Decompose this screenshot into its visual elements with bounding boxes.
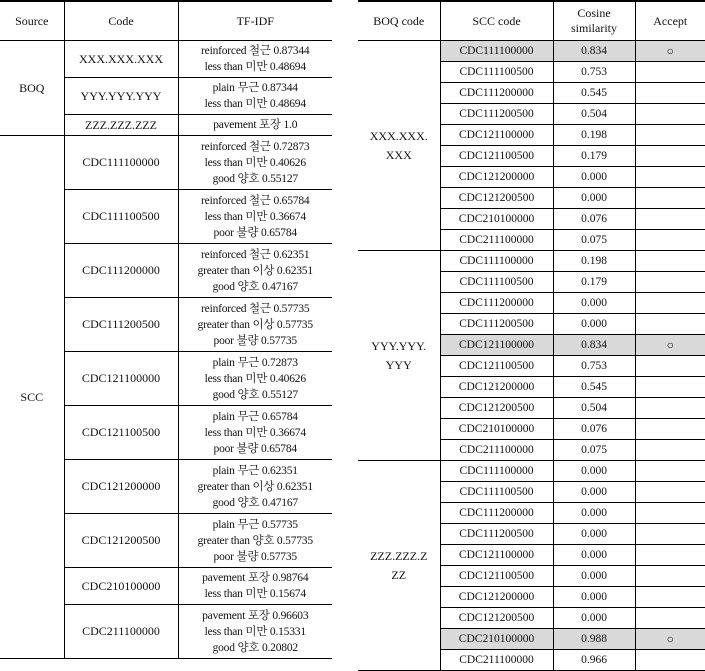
code-cell: ZZZ.ZZZ.ZZZ xyxy=(64,115,178,136)
tfidf-term: good 양호 0.47167 xyxy=(212,280,298,293)
tfidf-term: plain 무근 0.57735 xyxy=(212,518,298,531)
cosine-value-cell: 0.198 xyxy=(553,125,635,146)
cosine-value-cell: 0.545 xyxy=(553,377,635,398)
accept-mark-cell xyxy=(635,566,705,587)
cosine-value-cell: 0.000 xyxy=(553,293,635,314)
scc-code-cell: CDC111200000 xyxy=(440,293,553,314)
cosine-value-cell: 0.988 xyxy=(553,629,635,650)
scc-code-cell: CDC111100500 xyxy=(440,272,553,293)
tfidf-term: less than 미만 0.15331 xyxy=(204,625,306,638)
cosine-value-cell: 0.000 xyxy=(553,524,635,545)
code-cell: CDC210100000 xyxy=(64,568,178,605)
code-cell: YYY.YYY.YYY xyxy=(64,78,178,115)
accept-mark-cell xyxy=(635,62,705,83)
code-cell: CDC121200500 xyxy=(64,514,178,568)
accept-mark-cell xyxy=(635,545,705,566)
boq-code-label: ZZZ.ZZZ.ZZZ xyxy=(370,548,428,582)
scc-code-cell: CDC121100500 xyxy=(440,566,553,587)
tfidf-cell xyxy=(178,514,332,568)
accept-mark-cell xyxy=(635,419,705,440)
tfidf-cell xyxy=(178,190,332,244)
scc-code-cell: CDC121100000 xyxy=(440,125,553,146)
scc-code-cell: CDC111200500 xyxy=(440,314,553,335)
header-scc-code: SCC code xyxy=(440,1,553,41)
code-cell: CDC111100500 xyxy=(64,190,178,244)
tfidf-term: reinforced 철근 0.62351 xyxy=(201,248,310,261)
header-cosine-similarity: Cosine similarity xyxy=(553,1,635,41)
cosine-value-cell: 0.504 xyxy=(553,398,635,419)
source-label: BOQ xyxy=(0,41,64,136)
tfidf-cell xyxy=(178,136,332,190)
cosine-value-cell: 0.179 xyxy=(553,146,635,167)
tfidf-term: poor 불량 0.57735 xyxy=(213,334,297,347)
source-label: SCC xyxy=(0,136,64,659)
accept-mark-cell xyxy=(635,146,705,167)
tfidf-term: less than 미만 0.36674 xyxy=(204,210,306,223)
tfidf-term: greater than 양호 0.57735 xyxy=(197,534,313,547)
tfidf-cell xyxy=(178,605,332,659)
accept-mark-cell xyxy=(635,209,705,230)
accept-mark-cell xyxy=(635,482,705,503)
tfidf-cell xyxy=(178,298,332,352)
accept-mark-cell xyxy=(635,587,705,608)
tfidf-cell xyxy=(178,41,332,78)
accept-mark-cell xyxy=(635,188,705,209)
cosine-similarity-table xyxy=(358,0,705,671)
tfidf-row xyxy=(0,41,332,78)
accept-mark-cell xyxy=(635,650,705,671)
cosine-value-cell: 0.000 xyxy=(553,587,635,608)
code-cell: CDC121100500 xyxy=(64,406,178,460)
accept-mark-cell xyxy=(635,356,705,377)
boq-code-label: XXX.XXX.XXX xyxy=(369,128,428,162)
tfidf-term: less than 미만 0.48694 xyxy=(204,98,306,110)
tfidf-term: reinforced 철근 0.87344 xyxy=(201,45,310,57)
scc-code-cell: CDC111200500 xyxy=(440,524,553,545)
header-source: Source xyxy=(0,1,64,41)
scc-code-cell: CDC211100000 xyxy=(440,230,553,251)
similarity-row xyxy=(358,251,705,272)
scc-code-cell: CDC211100000 xyxy=(440,440,553,461)
cosine-value-cell: 0.076 xyxy=(553,419,635,440)
tfidf-term: good 양호 0.55127 xyxy=(212,172,298,185)
cosine-value-cell: 0.753 xyxy=(553,356,635,377)
code-cell: CDC121100000 xyxy=(64,352,178,406)
accept-mark-cell: ○ xyxy=(635,629,705,650)
tfidf-cell xyxy=(178,352,332,406)
code-cell: CDC111200500 xyxy=(64,298,178,352)
scc-code-cell: CDC111200000 xyxy=(440,83,553,104)
cosine-value-cell: 0.000 xyxy=(553,482,635,503)
tfidf-term: poor 불량 0.57735 xyxy=(213,550,297,563)
code-cell: CDC121200000 xyxy=(64,460,178,514)
scc-code-cell: CDC121200500 xyxy=(440,608,553,629)
boq-code-label: YYY.YYY.YYY xyxy=(371,338,427,372)
scc-code-cell: CDC121100000 xyxy=(440,545,553,566)
boq-code-cell xyxy=(358,41,440,251)
tfidf-term: pavement 포장 0.98764 xyxy=(202,572,309,584)
tfidf-term: poor 불량 0.65784 xyxy=(213,442,297,455)
header-tfidf: TF-IDF xyxy=(178,1,332,41)
accept-mark-cell xyxy=(635,272,705,293)
accept-mark-cell xyxy=(635,398,705,419)
tfidf-term: plain 무근 0.62351 xyxy=(212,464,298,477)
scc-code-cell: CDC111100500 xyxy=(440,482,553,503)
cosine-value-cell: 0.504 xyxy=(553,104,635,125)
tfidf-table xyxy=(0,0,332,659)
scc-code-cell: CDC111100500 xyxy=(440,62,553,83)
scc-code-cell: CDC121200500 xyxy=(440,188,553,209)
accept-mark-cell xyxy=(635,167,705,188)
accept-mark-cell xyxy=(635,314,705,335)
cosine-value-cell: 0.075 xyxy=(553,230,635,251)
accept-mark-cell xyxy=(635,503,705,524)
accept-mark-cell xyxy=(635,461,705,482)
tfidf-cell xyxy=(178,244,332,298)
similarity-row xyxy=(358,41,705,62)
cosine-value-cell: 0.000 xyxy=(553,608,635,629)
scc-code-cell: CDC121100000 xyxy=(440,335,553,356)
scc-code-cell: CDC210100000 xyxy=(440,209,553,230)
tfidf-term: less than 미만 0.15674 xyxy=(204,588,306,600)
scc-code-cell: CDC111100000 xyxy=(440,461,553,482)
scc-code-cell: CDC111100000 xyxy=(440,41,553,62)
tfidf-term: plain 무근 0.72873 xyxy=(212,356,298,369)
tfidf-cell xyxy=(178,78,332,115)
cosine-value-cell: 0.198 xyxy=(553,251,635,272)
cosine-value-cell: 0.000 xyxy=(553,167,635,188)
cosine-value-cell: 0.000 xyxy=(553,545,635,566)
accept-mark-cell xyxy=(635,377,705,398)
cosine-value-cell: 0.000 xyxy=(553,314,635,335)
boq-code-cell xyxy=(358,461,440,671)
tfidf-term: reinforced 철근 0.72873 xyxy=(201,140,310,153)
cosine-value-cell: 0.834 xyxy=(553,335,635,356)
cosine-value-cell: 0.000 xyxy=(553,566,635,587)
tfidf-term: good 양호 0.47167 xyxy=(212,496,298,509)
header-code: Code xyxy=(64,1,178,41)
cosine-value-cell: 0.075 xyxy=(553,440,635,461)
tfidf-term: less than 미만 0.48694 xyxy=(204,61,306,73)
code-cell: CDC211100000 xyxy=(64,605,178,659)
scc-code-cell: CDC121100500 xyxy=(440,356,553,377)
tfidf-term: plain 무근 0.65784 xyxy=(212,410,298,423)
tfidf-cell xyxy=(178,568,332,605)
accept-mark-cell xyxy=(635,524,705,545)
scc-code-cell: CDC111200500 xyxy=(440,104,553,125)
tfidf-term: plain 무근 0.87344 xyxy=(212,82,298,94)
tfidf-term: pavement 포장 1.0 xyxy=(213,119,298,131)
tfidf-term: reinforced 철근 0.65784 xyxy=(201,194,310,207)
boq-code-cell xyxy=(358,251,440,461)
scc-code-cell: CDC111100000 xyxy=(440,251,553,272)
tfidf-cell xyxy=(178,460,332,514)
tfidf-term: poor 불량 0.65784 xyxy=(213,226,297,239)
cosine-value-cell: 0.966 xyxy=(553,650,635,671)
tfidf-term: less than 미만 0.40626 xyxy=(204,372,306,385)
cosine-value-cell: 0.000 xyxy=(553,503,635,524)
cosine-value-cell: 0.179 xyxy=(553,272,635,293)
scc-code-cell: CDC111200000 xyxy=(440,503,553,524)
cosine-value-cell: 0.000 xyxy=(553,188,635,209)
scc-code-cell: CDC121200000 xyxy=(440,167,553,188)
accept-mark-cell: ○ xyxy=(635,41,705,62)
accept-mark-cell xyxy=(635,104,705,125)
accept-mark-cell xyxy=(635,293,705,314)
accept-mark-cell xyxy=(635,230,705,251)
scc-code-cell: CDC211100000 xyxy=(440,650,553,671)
tfidf-term: greater than 이상 0.62351 xyxy=(197,480,313,493)
tfidf-cell xyxy=(178,406,332,460)
cosine-value-cell: 0.834 xyxy=(553,41,635,62)
header-boq-code: BOQ code xyxy=(358,1,440,41)
similarity-row xyxy=(358,461,705,482)
cosine-value-cell: 0.076 xyxy=(553,209,635,230)
accept-mark-cell xyxy=(635,83,705,104)
tfidf-term: less than 미만 0.36674 xyxy=(204,426,306,439)
tfidf-term: less than 미만 0.40626 xyxy=(204,156,306,169)
cosine-value-cell: 0.753 xyxy=(553,62,635,83)
scc-code-cell: CDC121200000 xyxy=(440,377,553,398)
accept-mark-cell: ○ xyxy=(635,335,705,356)
accept-mark-cell xyxy=(635,608,705,629)
cosine-value-cell: 0.000 xyxy=(553,461,635,482)
tfidf-header-row xyxy=(0,1,332,41)
tfidf-row xyxy=(0,136,332,190)
tfidf-term: greater than 이상 0.62351 xyxy=(197,264,313,277)
scc-code-cell: CDC121100500 xyxy=(440,146,553,167)
scc-code-cell: CDC210100000 xyxy=(440,629,553,650)
tfidf-term: reinforced 철근 0.57735 xyxy=(201,302,310,315)
header-accept: Accept xyxy=(635,1,705,41)
tfidf-term: good 양호 0.55127 xyxy=(212,388,298,401)
code-cell: CDC111200000 xyxy=(64,244,178,298)
accept-mark-cell xyxy=(635,440,705,461)
tfidf-term: greater than 이상 0.57735 xyxy=(197,318,313,331)
scc-code-cell: CDC121200500 xyxy=(440,398,553,419)
cosine-value-cell: 0.545 xyxy=(553,83,635,104)
tfidf-term: pavement 포장 0.96603 xyxy=(202,609,309,622)
code-cell: XXX.XXX.XXX xyxy=(64,41,178,78)
scc-code-cell: CDC210100000 xyxy=(440,419,553,440)
accept-mark-cell xyxy=(635,125,705,146)
code-cell: CDC111100000 xyxy=(64,136,178,190)
tfidf-term: good 양호 0.20802 xyxy=(212,641,298,654)
cosine-header-row xyxy=(358,1,705,41)
accept-mark-cell xyxy=(635,251,705,272)
scc-code-cell: CDC121200000 xyxy=(440,587,553,608)
tfidf-cell xyxy=(178,115,332,136)
